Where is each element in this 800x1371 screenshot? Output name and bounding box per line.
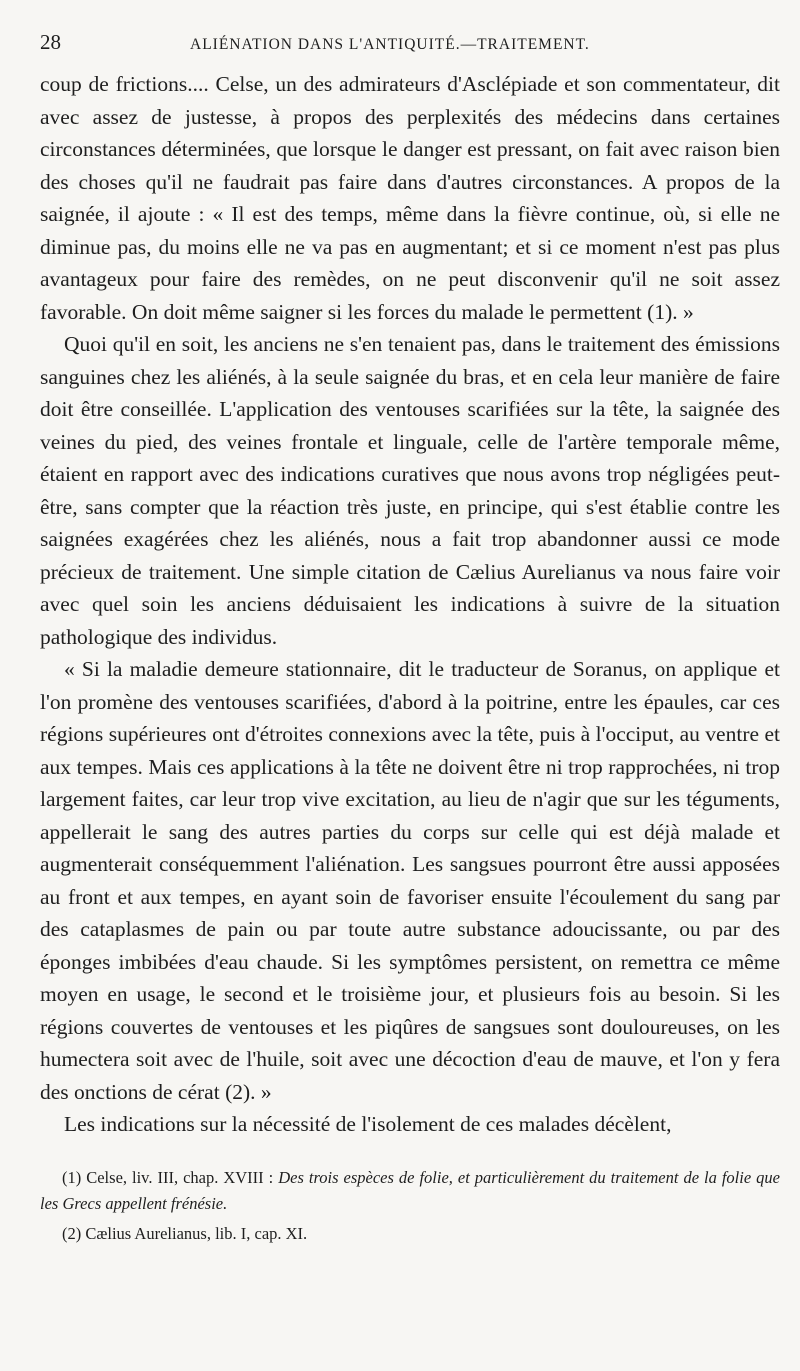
running-head bbox=[40, 30, 780, 60]
footnote-lead: (1) Celse, liv. III, chap. XVIII : bbox=[62, 1167, 279, 1187]
footnote-title: Des trois espèces de folie, et particulièrement du traitement de la folie que les Grecs appellent frénésie. bbox=[40, 1167, 780, 1213]
paragraph: Quoi qu'il en soit, les anciens ne s'en tenaient pas, dans le traitement des émissions sanguines chez les aliénés, à la seule saignée du bras, et en cela leur manière de faire doit être conseillée. L'application des ventouses scarifiées sur la tête, la saignée des veines du pied, des veines frontale et linguale, celle de l'artère temporale même, étaient en rapport avec des indications curatives que nous avons trop négligées peut-être, sans compter que la réaction très juste, en principe, qui s'est établie contre les saignées exagérées chez les aliénés, nous a fait trop abandonner aussi ce mode précieux de traitement. Une simple citation de Cælius Aurelianus va nous faire voir avec quel soin les anciens déduisaient les indications à suivre de la situation pathologique des individus. bbox=[40, 332, 780, 649]
footnote-lead: (2) Cælius Aurelianus, lib. I, cap. XI. bbox=[62, 1223, 308, 1243]
book-page bbox=[40, 30, 780, 1251]
footnote bbox=[40, 1221, 780, 1247]
body-text bbox=[40, 68, 780, 1141]
running-head-title: ALIÉNATION DANS L'ANTIQUITÉ.—TRAITEMENT. bbox=[190, 36, 590, 53]
paragraph: Les indications sur la nécessité de l'isolement de ces malades décèlent, bbox=[64, 1112, 672, 1136]
footnotes bbox=[40, 1165, 780, 1247]
footnote bbox=[40, 1165, 780, 1217]
page-number: 28 bbox=[40, 30, 61, 54]
paragraph: coup de frictions.... Celse, un des admirateurs d'Asclépiade et son commentateur, dit avec assez de justesse, à propos des perplexités des médecins dans certaines circonstances déterminées, que lorsque le danger est pressant, on fait avec raison bien des choses qu'il ne faudrait pas faire dans d'autres circonstances. A propos de la saignée, il ajoute : « Il est des temps, même dans la fièvre continue, où, si elle ne diminue pas, du moins elle ne va pas en augmentant; et si ce moment n'est pas plus avantageux pour faire des remèdes, on ne peut disconvenir qu'il ne soit assez favorable. On doit même saigner si les forces du malade le permettent (1). » bbox=[40, 72, 780, 324]
paragraph: « Si la maladie demeure stationnaire, dit le traducteur de Soranus, on applique et l'on promène des ventouses scarifiées, d'abord à la poitrine, entre les épaules, car ces régions supérieures ont d'étroites connexions avec la tête, puis à l'occiput, au ventre et aux tempes. Mais ces applications à la tête ne doivent être ni trop rapprochées, ni trop largement faites, car leur trop vive excitation, au lieu de n'agir que sur les téguments, appellerait le sang des autres parties du corps sur celle qui est déjà malade et augmenterait conséquemment l'aliénation. Les sangsues pourront être aussi apposées au front et aux tempes, en ayant soin de favoriser ensuite l'écoulement du sang par des cataplasmes de pain ou par toute autre substance adoucissante, ou par des éponges imbibées d'eau chaude. Si les symptômes persistent, on remettra ce même moyen en usage, le second et le troisième jour, et plusieurs fois au besoin. Si les régions couvertes de ventouses et les piqûres de sangsues sont douloureuses, on les humectera soit avec de l'huile, soit avec une décoction d'eau de mauve, et l'on y fera des onctions de cérat (2). » bbox=[40, 657, 780, 1104]
